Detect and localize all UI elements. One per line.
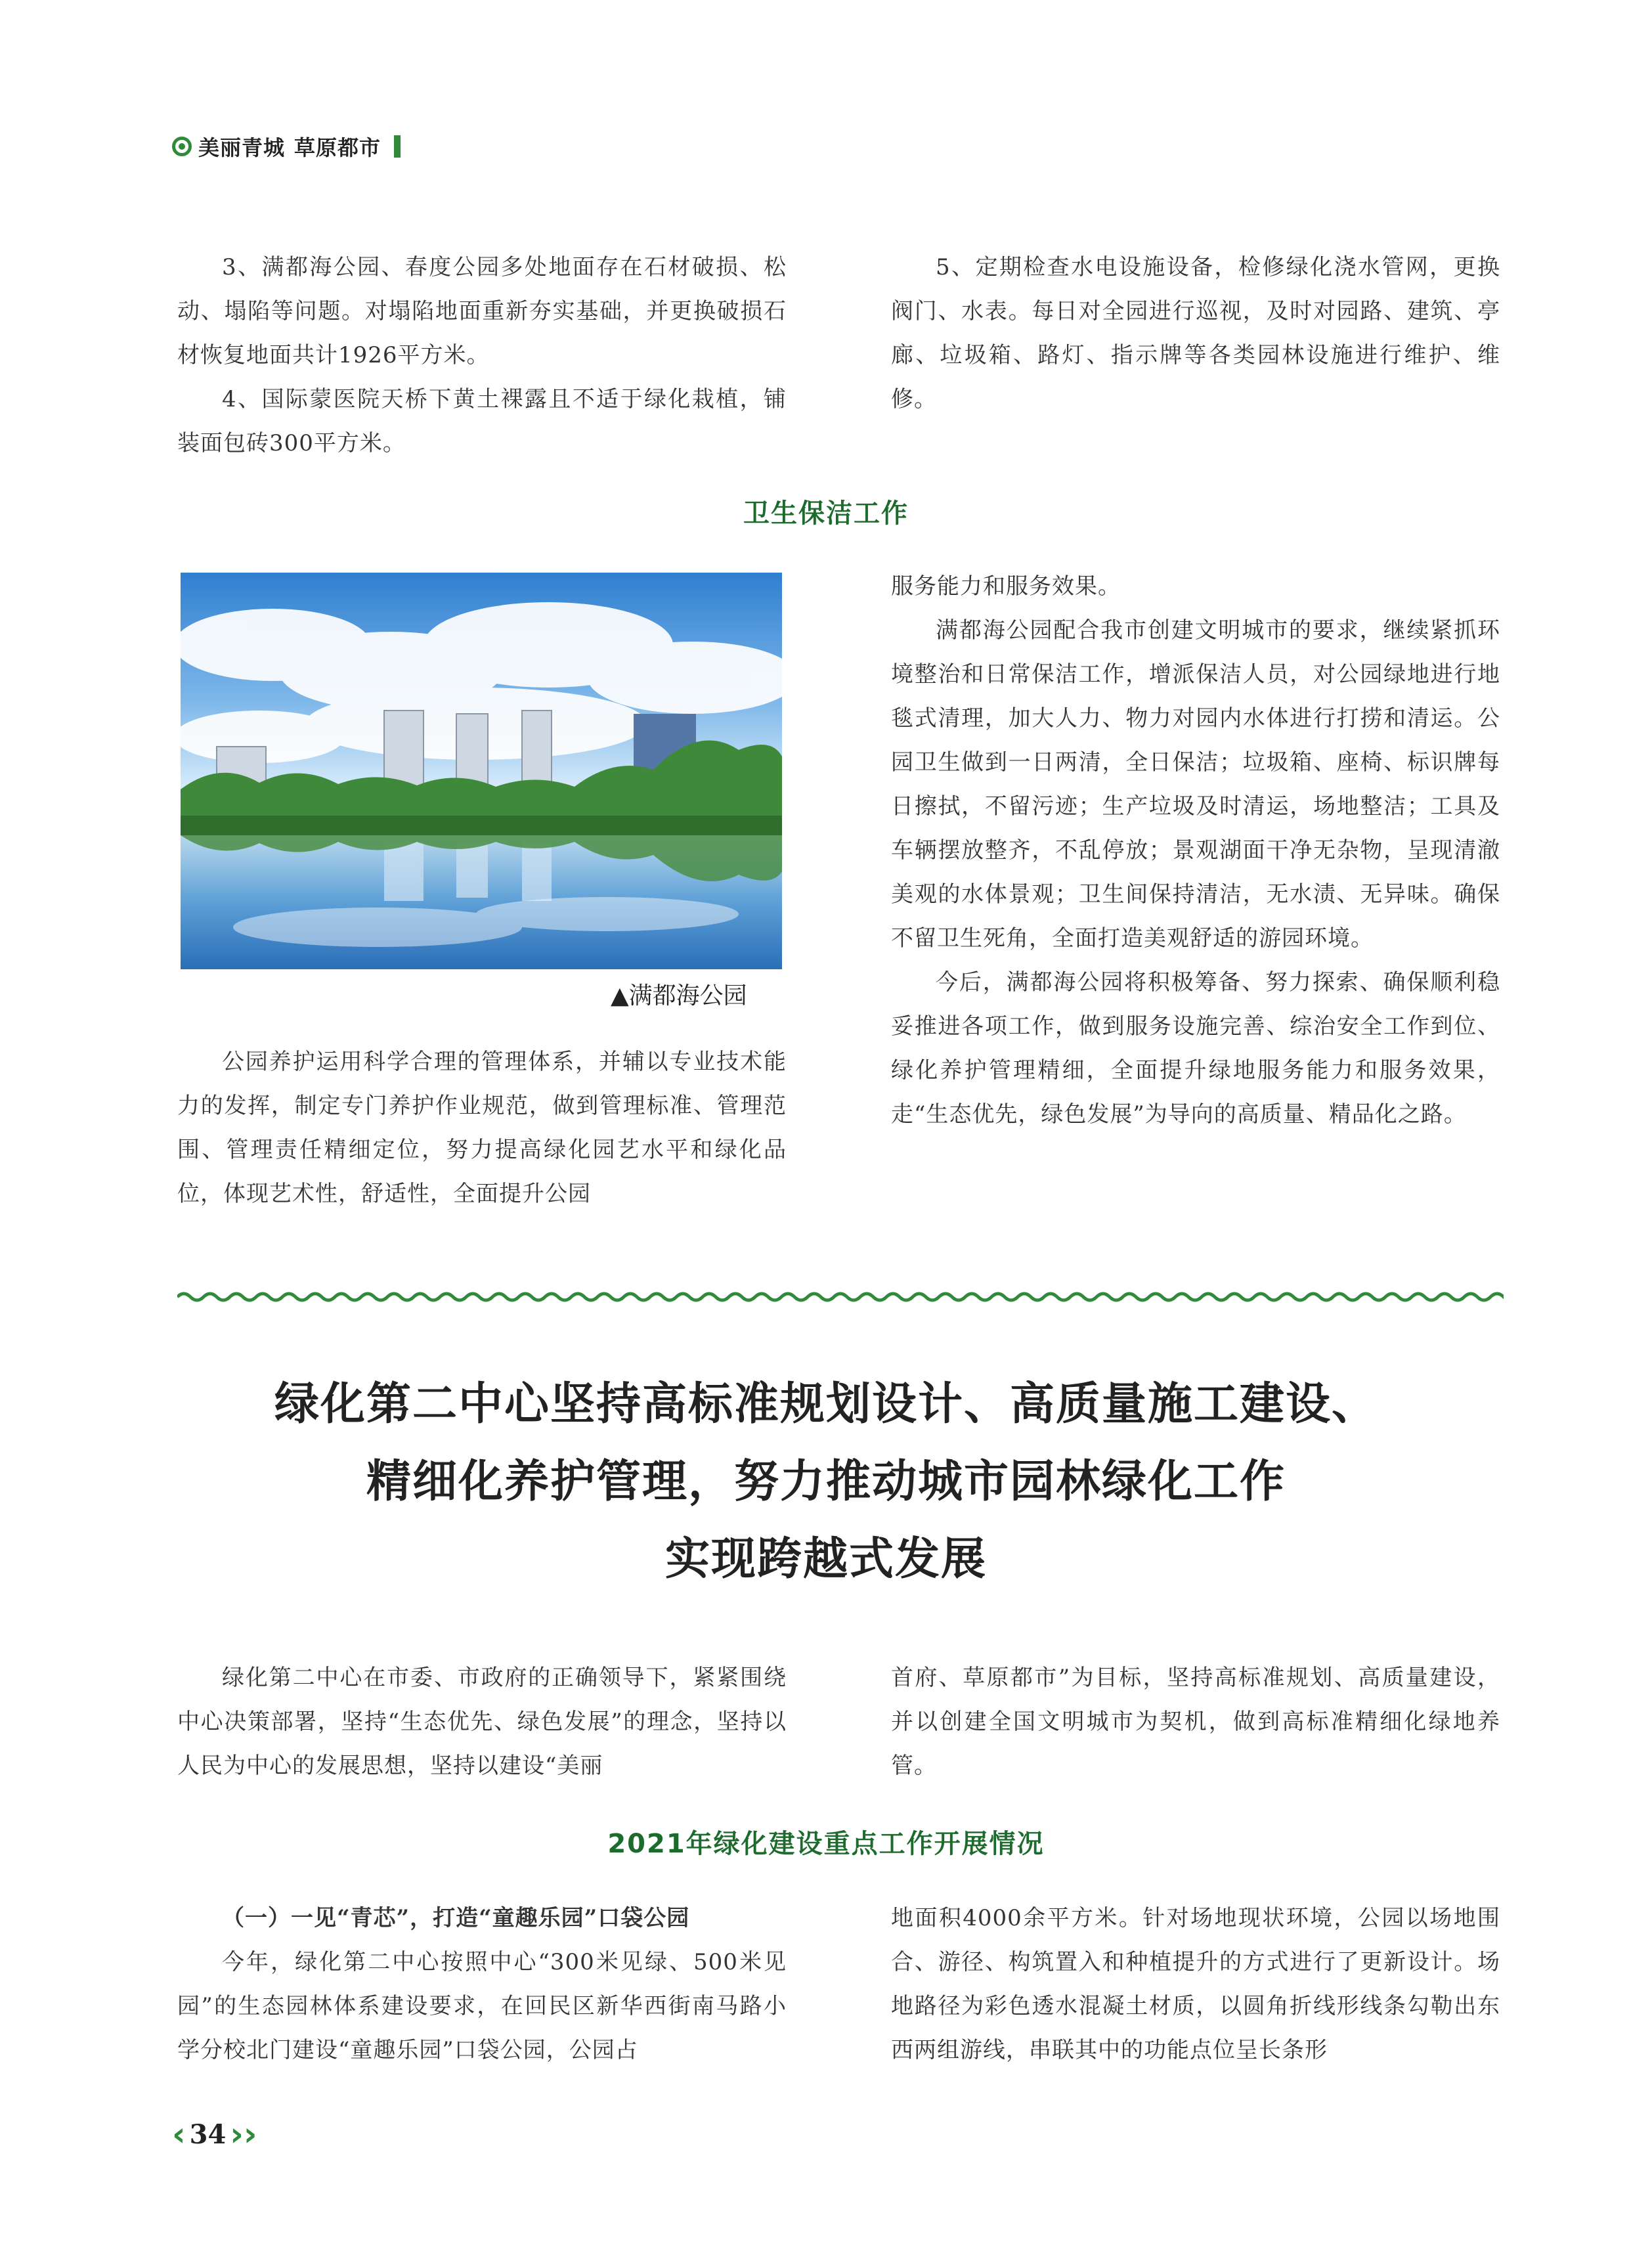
paragraph: 绿化第二中心在市委、市政府的正确领导下，紧紧围绕中心决策部署，坚持“生态优先、绿色发展”的理念，坚持以人民为中心的发展思想，坚持以建设“美丽 xyxy=(177,1665,787,1779)
paragraph: 满都海公园配合我市创建文明城市的要求，继续紧抓环境整治和日常保洁工作，增派保洁人员，对公园绿地进行地毯式清理，加大人力、物力对园内水体进行打捞和清运。公园卫生做到一日两清，全日保洁；垃圾箱、座椅、标识牌每日擦拭，不留污迹；生产垃圾及时清运，场地整洁；工具及车辆摆放整齐，不乱停放；景观湖面干净无杂物，呈现清澈美观的水体景观；卫生间保持清洁，无水渍、无异味。确保不留卫生死角，全面打造美观舒适的游园环境。 xyxy=(891,617,1500,952)
article-title-line-1: 绿化第二中心坚持高标准规划设计、高质量施工建设、 xyxy=(274,1378,1378,1430)
top-left-column xyxy=(177,246,787,466)
paragraph: 3、满都海公园、春度公园多处地面存在石材破损、松动、塌陷等问题。对塌陷地面重新夯实基础，并更换破损石材恢复地面共计1926平方米。 xyxy=(177,254,787,368)
section-title: 卫生保洁工作 xyxy=(743,498,909,529)
paragraph: 5、定期检查水电设施设备，检修绿化浇水管网，更换阀门、水表。每日对全园进行巡视，及时对园路、建筑、亭廊、垃圾箱、路灯、指示牌等各类园林设施进行维护、维修。 xyxy=(891,254,1500,412)
intro-left-column xyxy=(177,1656,787,1788)
paragraph: 首府、草原都市”为目标，坚持高标准规划、高质量建设，并以创建全国文明城市为契机，做到高标准精细化绿地养管。 xyxy=(891,1665,1500,1779)
item-heading: （一）一见“青芯”，打造“童趣乐园”口袋公园 xyxy=(222,1905,690,1931)
header-brand-1: 美丽青城 xyxy=(198,135,286,160)
item1-right-column xyxy=(891,1896,1500,2072)
paragraph: 服务能力和服务效果。 xyxy=(891,573,1121,600)
paragraph: 今后，满都海公园将积极筹备、努力探索、确保顺利稳妥推进各项工作，做到服务设施完善、综治安全工作到位、绿化养护管理精细，全面提升绿地服务能力和服务效果，走“生态优先，绿色发展”为导向的高质量、精品化之路。 xyxy=(891,969,1500,1128)
page-number xyxy=(172,2115,257,2153)
article-title-line-3: 实现跨越式发展 xyxy=(664,1533,987,1585)
top-right-column xyxy=(891,246,1500,422)
header-bar-icon xyxy=(394,135,401,158)
chevron-right-icon: ›› xyxy=(230,2115,257,2153)
intro-right-column xyxy=(891,1656,1500,1788)
chevron-left-icon: ‹ xyxy=(172,2115,186,2153)
header-brand xyxy=(198,131,390,162)
section1-left-column xyxy=(177,1040,787,1216)
wavy-divider xyxy=(177,1287,1504,1307)
item1-left-column xyxy=(177,1896,787,2072)
circle-logo-icon xyxy=(172,137,192,156)
article-title-line-2: 精细化养护管理，努力推动城市园林绿化工作 xyxy=(366,1456,1286,1508)
paragraph: 4、国际蒙医院天桥下黄土裸露且不适于绿化栽植，铺装面包砖300平方米。 xyxy=(177,386,787,456)
section1-right-column xyxy=(891,565,1500,1137)
running-header xyxy=(172,131,401,162)
subsection-title: 2021年绿化建设重点工作开展情况 xyxy=(607,1829,1045,1859)
paragraph: 今年，绿化第二中心按照中心“300米见绿、500米见园”的生态园林体系建设要求，在回民区新华西街南马路小学分校北门建设“童趣乐园”口袋公园，公园占 xyxy=(177,1949,787,2063)
paragraph: 公园养护运用科学合理的管理体系，并辅以专业技术能力的发挥，制定专门养护作业规范，做到管理标准、管理范围、管理责任精细定位，努力提高绿化园艺水平和绿化品位，体现艺术性，舒适性，全面提升公园 xyxy=(177,1049,787,1207)
photo-caption: ▲满都海公园 xyxy=(611,982,747,1009)
paragraph: 地面积4000余平方米。针对场地现状环境，公园以场地围合、游径、构筑置入和种植提升的方式进行了更新设计。场地路径为彩色透水混凝土材质，以圆角折线形线条勾勒出东西两组游线，串联其中的功能点位呈长条形 xyxy=(891,1905,1500,2063)
header-brand-2: 草原都市 xyxy=(294,135,381,160)
page-number-value: 34 xyxy=(189,2118,227,2150)
article-title xyxy=(0,1366,1652,1598)
park-photo xyxy=(181,573,782,969)
